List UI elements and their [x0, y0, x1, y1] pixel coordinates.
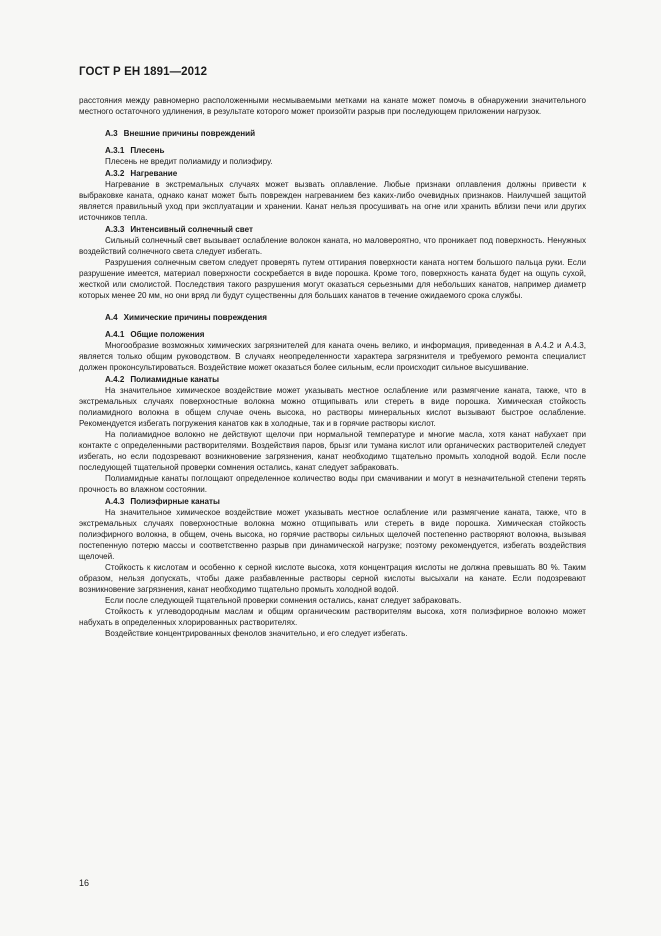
- paragraph: Стойкость к углеводородным маслам и общим органическим растворителям высока, хотя полиэфирное волокно может набухать в определенных хлорированных растворителях.: [79, 607, 586, 627]
- section-heading: [79, 128, 586, 139]
- page-number: 16: [79, 878, 90, 888]
- document-body: [79, 95, 586, 639]
- paragraph: Разрушения солнечным светом следует проверять путем оттирания поверхности каната ногтем большого пальца руки. Если разрушение имеется, материал поверхности соскребается в виде порошка. Кроме того, поверхность каната будет на ощупь сухой, жесткой или смолистой. Последствия такого разрушения могут оказаться серьезными для небольших канатов, например диаметр которых менее 20 мм, но они вряд ли будут существенны для больших канатов в течение ожидаемого срока службы.: [79, 258, 586, 300]
- heading-title: Интенсивный солнечный свет: [130, 225, 253, 234]
- heading-number: А.3: [105, 129, 118, 138]
- paragraph: На значительное химическое воздействие может указывать местное ослабление или размягчение каната, также, что в экстремальных случаях поверхностные волокна можно отщипывать или стереть в виде порошка. Химическая стойкость полиэфирного волокна, в общем, очень высока, но горячие растворы сильных щелочей постепенно растворяют волокна, вызывая постепенную потерю массы и соответственно разрыв при динамической нагрузке; поэтому рекомендуется, избегать воздействия щелочей.: [79, 508, 586, 561]
- paragraph: Если после следующей тщательной проверки сомнения остались, канат следует забраковать.: [105, 596, 462, 605]
- heading-title: Химические причины повреждения: [123, 313, 267, 322]
- heading-number: А.3.2: [105, 169, 125, 178]
- paragraph: Многообразие возможных химических загрязнителей для каната очень велико, и информация, приведенная в А.4.2 и А.4.3, является только общим руководством. В случаях неопределенности характера загрязнителя и требуемого ремонта специалист должен проконсультироваться. Воздействие может оказаться более сильным, если происходит сильное высушивание.: [79, 341, 586, 372]
- document-header: ГОСТ Р ЕН 1891—2012: [79, 66, 208, 78]
- subsection-heading: [79, 168, 586, 179]
- subsection-heading: [79, 329, 586, 340]
- subsection-heading: [79, 224, 586, 235]
- heading-title: Полиамидные канаты: [130, 375, 220, 384]
- paragraph: Нагревание в экстремальных случаях может вызвать оплавление. Любые признаки оплавления должны привести к выбраковке каната, однако канат может быть поврежден нагреванием без каких-либо очевидных признаков. Наилучшей защитой является правильный уход при эксплуатации и хранении. Канат нельзя просушивать на огне или хранить вблизи печи или других источников тепла.: [79, 180, 586, 222]
- paragraph: Воздействие концентрированных фенолов значительно, и его следует избегать.: [105, 629, 408, 638]
- section-heading: [79, 312, 586, 323]
- heading-number: А.4.3: [105, 497, 125, 506]
- heading-title: Полиэфирные канаты: [130, 497, 220, 506]
- subsection-heading: [79, 374, 586, 385]
- heading-title: Общие положения: [130, 330, 205, 339]
- heading-title: Плесень: [130, 146, 165, 155]
- heading-number: А.4: [105, 313, 118, 322]
- heading-title: Внешние причины повреждений: [123, 129, 256, 138]
- paragraph: Стойкость к кислотам и особенно к серной кислоте высока, хотя концентрация кислоты не должна превышать 80 %. Таким образом, нельзя допускать, чтобы даже разбавленные растворы серной кислоты высыхали на канате. Если подозревают возникновение загрязнения, канат необходимо тщательно промыть холодной водой.: [79, 563, 586, 594]
- heading-number: А.4.2: [105, 375, 125, 384]
- paragraph: Плесень не вредит полиамиду и полиэфиру.: [105, 157, 273, 166]
- heading-number: А.4.1: [105, 330, 125, 339]
- paragraph-continuation: расстояния между равномерно расположенными несмываемыми метками на канате может помочь в обнаружении значительного местного остаточного удлинения, в результате которого может произойти разрыв при последующем приложении нагрузок.: [79, 96, 586, 116]
- subsection-heading: [79, 496, 586, 507]
- paragraph: На полиамидное волокно не действуют щелочи при нормальной температуре и многие масла, хотя канат набухает при контакте с определенными растворителями. Воздействия паров, брызг или тумана кислот или органических растворителей следует избегать, но если подозревают возникновение загрязнения, канат необходимо тщательно промыть холодной водой. Если после последующей тщательной проверки сомнения остались, канат следует забраковать.: [79, 430, 586, 472]
- paragraph: Сильный солнечный свет вызывает ослабление волокон каната, но маловероятно, что проникает под поверхность. Ненужных воздействий солнечного света следует избегать.: [79, 236, 586, 256]
- heading-number: А.3.1: [105, 146, 125, 155]
- heading-title: Нагревание: [130, 169, 178, 178]
- paragraph: Полиамидные канаты поглощают определенное количество воды при смачивании и могут в незначительной степени терять прочность во влажном состоянии.: [79, 474, 586, 494]
- heading-number: А.3.3: [105, 225, 125, 234]
- paragraph: На значительное химическое воздействие может указывать местное ослабление или размягчение каната, также, что в экстремальных случаях поверхностные волокна можно отщипывать или стереть в виде порошка. Химическая стойкость полиамидного волокна в общем случае очень высока, но растворы минеральных кислот вызывают быстрое ослабление. Рекомендуется избегать погружения канатов как в холодные, так и в горячие растворы кислот.: [79, 386, 586, 428]
- subsection-heading: [79, 145, 586, 156]
